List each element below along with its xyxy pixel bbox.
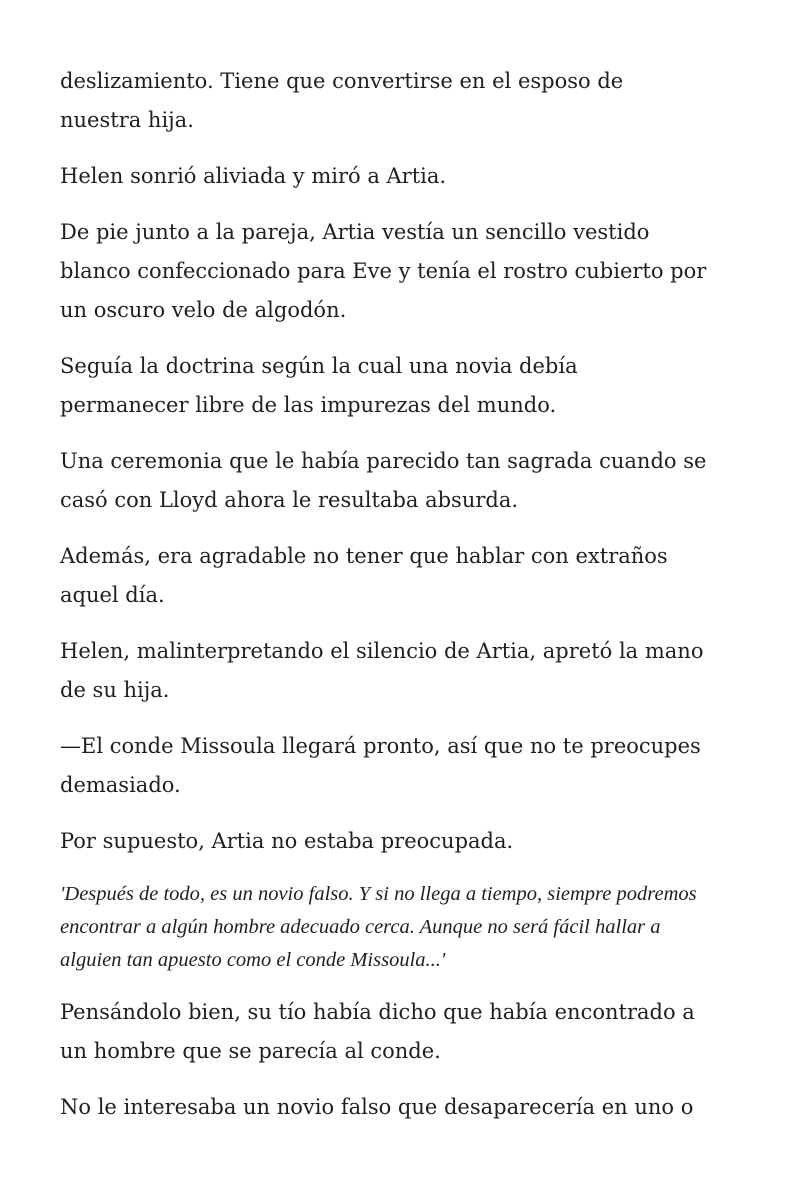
text-line: Una ceremonia que le había parecido tan sagrada cuando se xyxy=(60,449,707,473)
inner-thought-paragraph xyxy=(60,878,750,977)
paragraph-3 xyxy=(60,213,750,330)
text-line: blanco confeccionado para Eve y tenía el rostro cubierto por xyxy=(60,259,707,283)
text-line: demasiado. xyxy=(60,773,181,797)
text-line: un hombre que se parecía al conde. xyxy=(60,1039,441,1063)
paragraph-9 xyxy=(60,822,750,861)
text-line: Pensándolo bien, su tío había dicho que había encontrado a xyxy=(60,1000,695,1024)
text-line: deslizamiento. Tiene que convertirse en el esposo de xyxy=(60,69,624,93)
paragraph-4 xyxy=(60,347,750,425)
paragraph-12 xyxy=(60,1088,750,1127)
text-line: Además, era agradable no tener que hablar con extraños xyxy=(60,544,668,568)
text-line: —El conde Missoula llegará pronto, así que no te preocupes xyxy=(60,734,701,758)
text-line: un oscuro velo de algodón. xyxy=(60,298,347,322)
text-line: Helen sonrió aliviada y miró a Artia. xyxy=(60,164,447,188)
text-line: Seguía la doctrina según la cual una novia debía xyxy=(60,354,578,378)
paragraph-7 xyxy=(60,632,750,710)
paragraph-6 xyxy=(60,537,750,615)
paragraph-11 xyxy=(60,993,750,1071)
document-page xyxy=(60,62,750,1144)
paragraph-2 xyxy=(60,157,750,196)
text-line: permanecer libre de las impurezas del mundo. xyxy=(60,393,557,417)
paragraph-1 xyxy=(60,62,750,140)
text-line: encontrar a algún hombre adecuado cerca. Aunque no será fácil hallar a xyxy=(60,916,661,938)
paragraph-5 xyxy=(60,442,750,520)
text-line: nuestra hija. xyxy=(60,108,194,132)
text-line: alguien tan apuesto como el conde Missoula...' xyxy=(60,949,446,971)
text-line: aquel día. xyxy=(60,583,165,607)
text-line: De pie junto a la pareja, Artia vestía un sencillo vestido xyxy=(60,220,650,244)
text-line: Helen, malinterpretando el silencio de Artia, apretó la mano xyxy=(60,639,704,663)
text-line: Por supuesto, Artia no estaba preocupada. xyxy=(60,829,514,853)
text-line: 'Después de todo, es un novio falso. Y si no llega a tiempo, siempre podremos xyxy=(60,883,697,905)
text-line: No le interesaba un novio falso que desaparecería en uno o xyxy=(60,1095,694,1119)
text-line: casó con Lloyd ahora le resultaba absurda. xyxy=(60,488,519,512)
text-line: de su hija. xyxy=(60,678,170,702)
dialogue-paragraph xyxy=(60,727,750,805)
